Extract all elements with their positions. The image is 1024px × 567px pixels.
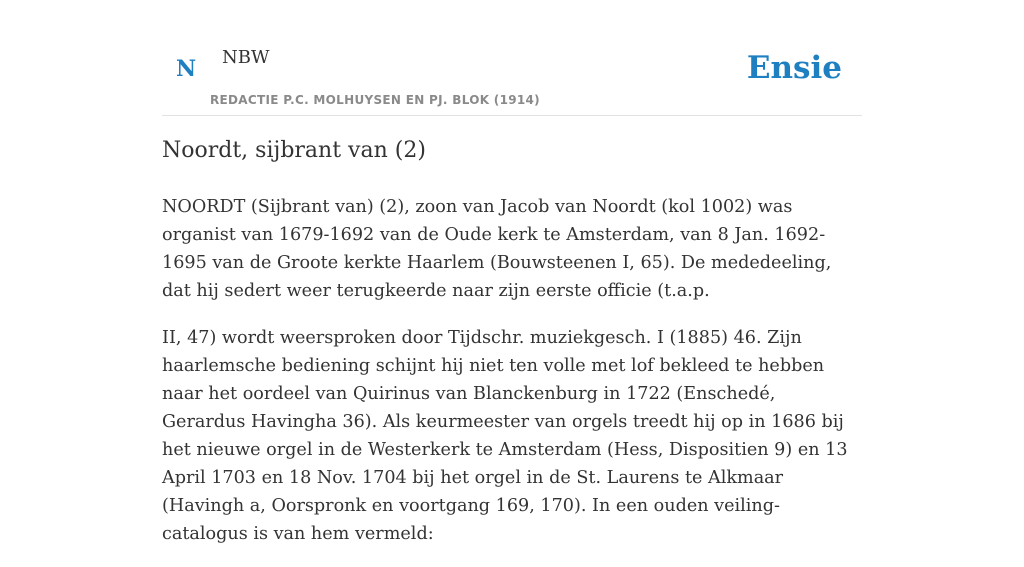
entry-title: Noordt, sijbrant van (2)	[162, 138, 426, 163]
source-logo[interactable]: N	[176, 56, 197, 82]
source-subtitle: REDACTIE P.C. MOLHUYSEN EN PJ. BLOK (1914)	[210, 93, 540, 107]
article-body	[162, 193, 862, 567]
article-paragraph-1: NOORDT (Sijbrant van) (2), zoon van Jacob van Noordt (kol 1002) was organist van 1679-1692 van de Oude kerk te Amsterdam, van 8 Jan. 1692-1695 van de Groote kerkte Haarlem (Bouwsteenen I, 65). De mededeeling, dat hij sedert weer terugkeerde naar zijn eerste officie (t.a.p.	[162, 197, 832, 301]
header	[162, 40, 862, 116]
article-paragraph-2: II, 47) wordt weersproken door Tijdschr. muziekgesch. I (1885) 46. Zijn haarlemsche bediening schijnt hij niet ten volle met lof bekleed te hebben naar het oordeel van Quirinus van Blanckenburg in 1722 (Enschedé, Gerardus Havingha 36). Als keurmeester van orgels treedt hij op in 1686 bij het nieuwe orgel in de Westerkerk te Amsterdam (Hess, Dispositien 9) en 13 April 1703 en 18 Nov. 1704 bij het orgel in de St. Laurens te Alkmaar (Havingh a, Oorspronk en voortgang 169, 170). In een ouden veiling-catalogus is van hem vermeld:	[162, 328, 848, 544]
source-title-link[interactable]: NBW	[222, 47, 270, 68]
ensie-logo-link[interactable]: Ensie	[746, 50, 842, 86]
